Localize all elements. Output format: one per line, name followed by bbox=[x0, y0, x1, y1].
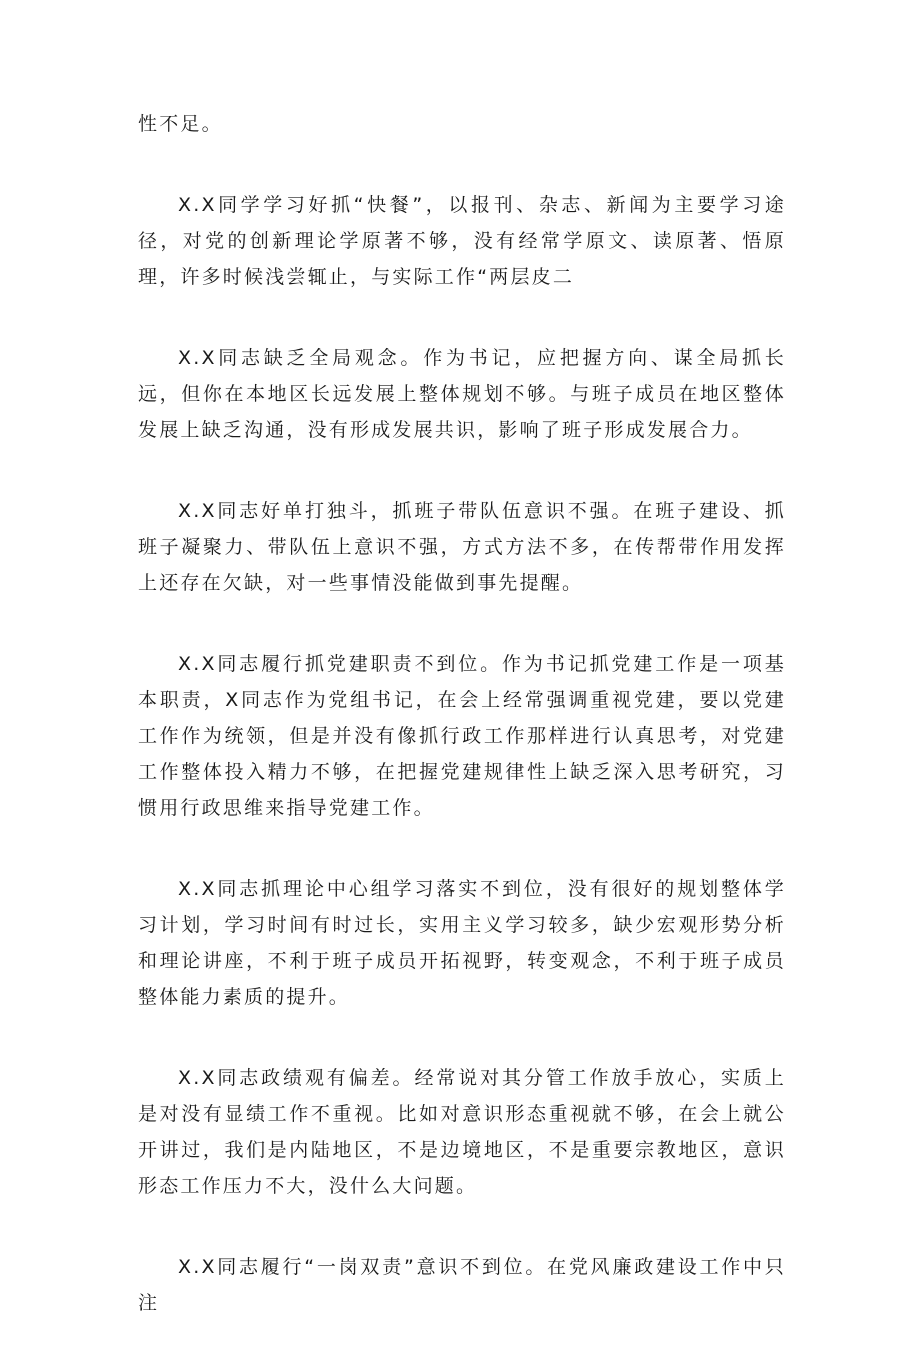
paragraph-theory-study-group: X.X同志抓理论中心组学习落实不到位，没有很好的规划整体学习计划，学习时间有时过长，实用主义学习较多，缺少宏观形势分析和理论讲座，不利于班子成员开拓视野，转变观念，不利于班子成员整体能力素质的提升。 bbox=[138, 878, 786, 1008]
paragraph-performance-view: X.X同志政绩观有偏差。经常说对其分管工作放手放心，实质上是对没有显绩工作不重视。比如对意识形态重视就不够，在会上就公开讲过，我们是内陆地区，不是边境地区，不是重要宗教地区，意识形态工作压力不大，没什么大问题。 bbox=[138, 1067, 786, 1197]
paragraph-party-building-duty: X.X同志履行抓党建职责不到位。作为书记抓党建工作是一项基本职责，X同志作为党组书记，在会上经常强调重视党建，要以党建工作作为统领，但是并没有像抓行政工作那样进行认真思考，对党建工作整体投入精力不够，在把握党建规律性上缺乏深入思考研究，习惯用行政思维来指导党建工作。 bbox=[138, 653, 786, 819]
paragraph-dual-responsibility: X.X同志履行“一岗双责”意识不到位。在党风廉政建设工作中只注 bbox=[138, 1256, 786, 1314]
document-body bbox=[138, 106, 786, 1366]
paragraph-study-fast-food: X.X同学学习好抓“快餐”，以报刊、杂志、新闻为主要学习途径，对党的创新理论学原著不够，没有经常学原文、读原著、悟原理，许多时候浅尝辄止，与实际工作“两层皮二 bbox=[138, 194, 786, 288]
paragraph-continuation: 性不足。 bbox=[138, 113, 223, 135]
paragraph-team-building: X.X同志好单打独斗，抓班子带队伍意识不强。在班子建设、抓班子凝聚力、带队伍上意识不强，方式方法不多，在传帮带作用发挥上还存在欠缺，对一些事情没能做到事先提醒。 bbox=[138, 500, 786, 594]
paragraph-overall-view: X.X同志缺乏全局观念。作为书记，应把握方向、谋全局抓长远，但你在本地区长远发展上整体规划不够。与班子成员在地区整体发展上缺乏沟通，没有形成发展共识，影响了班子形成发展合力。 bbox=[138, 347, 786, 441]
